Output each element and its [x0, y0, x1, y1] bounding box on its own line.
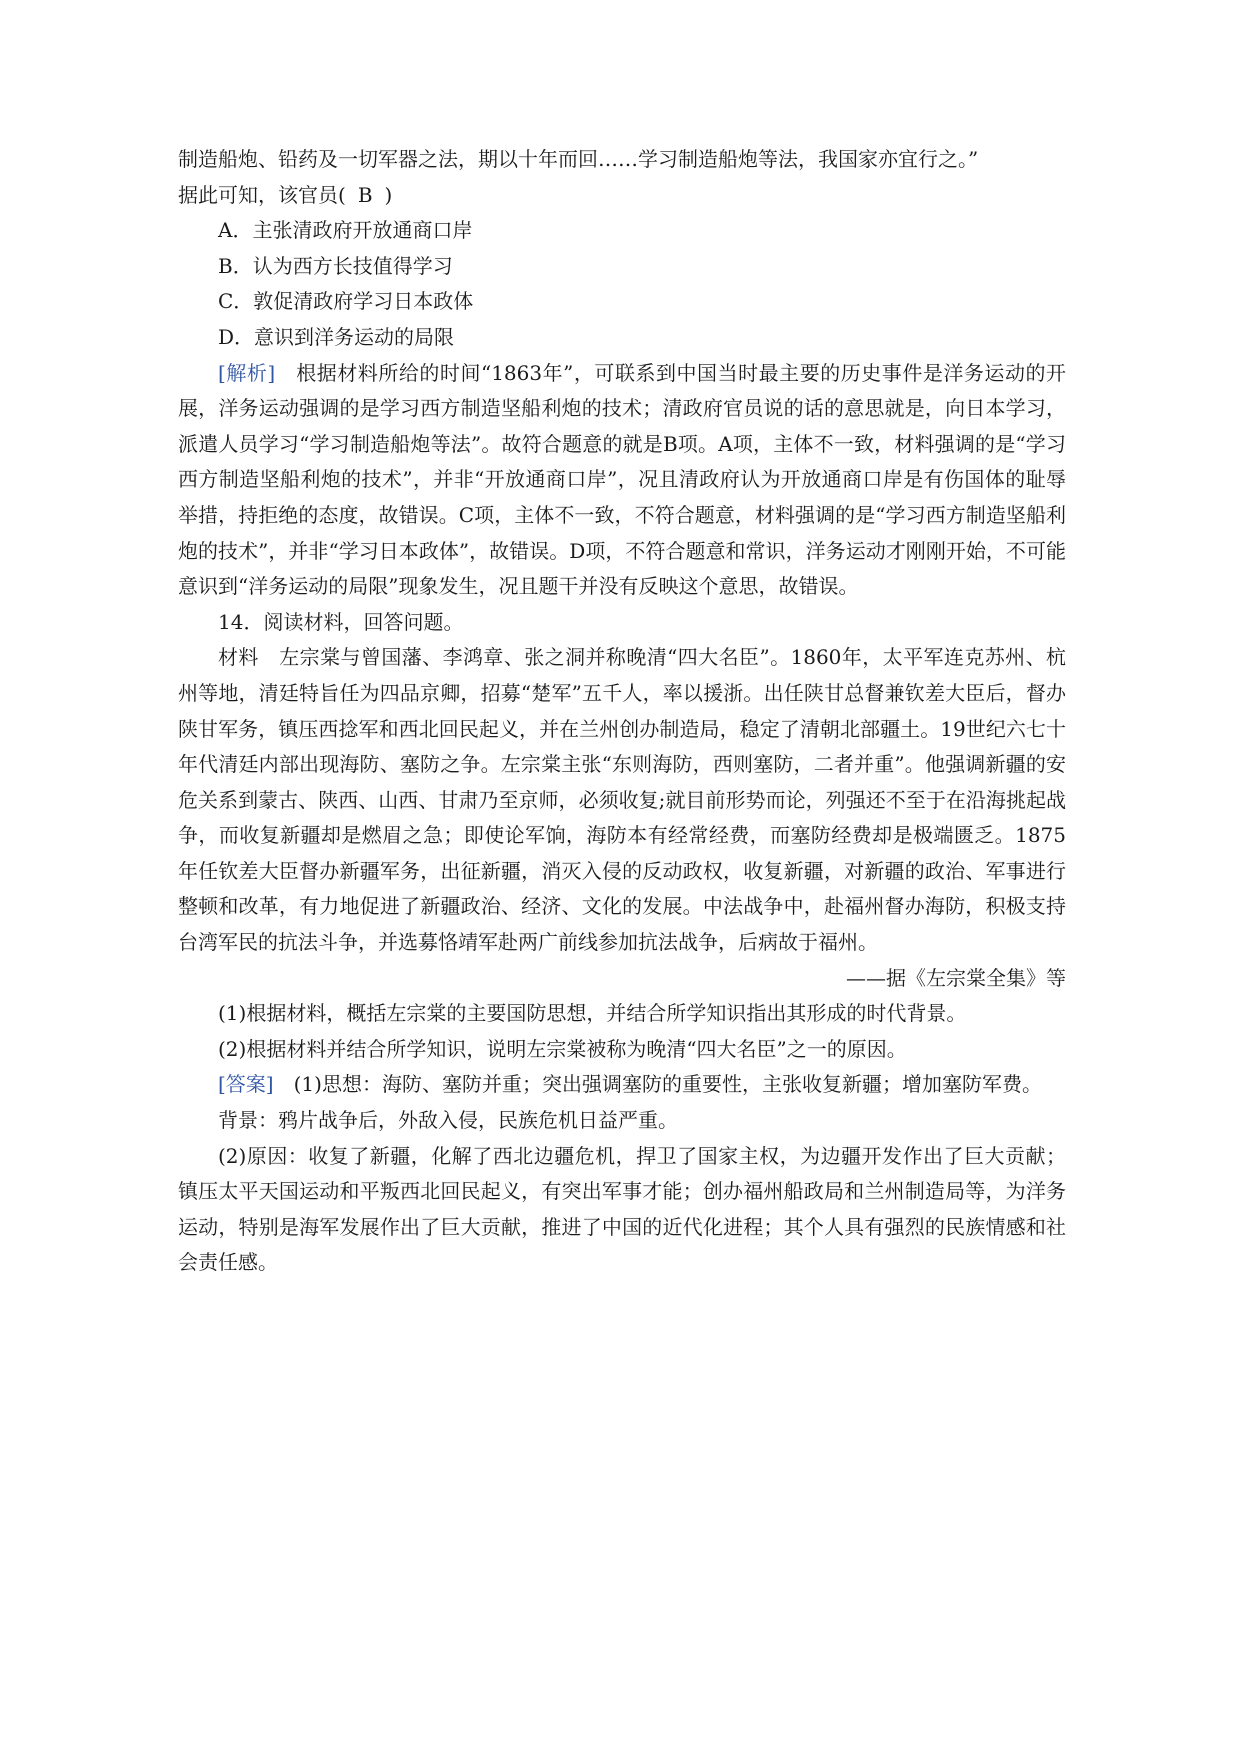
- analysis-tag: [解析]: [218, 360, 276, 385]
- q13-option-b: B．认为西方长技值得学习: [218, 253, 453, 278]
- answer-1-text: (1)思想：海防、塞防并重；突出强调塞防的重要性，主张收复新疆；增加塞防军费。: [293, 1072, 1042, 1097]
- answer-tag: [答案]: [218, 1072, 274, 1097]
- q13-stem-prefix: 据此可知，该官员(: [178, 182, 346, 207]
- q14-question-2: (2)根据材料并结合所学知识，说明左宗棠被称为晚清“四大名臣”之一的原因。: [218, 1036, 907, 1061]
- q13-option-a: A．主张清政府开放通商口岸: [218, 218, 473, 243]
- q14-answer-background: 背景：鸦片战争后，外敌入侵，民族危机日益严重。: [218, 1108, 678, 1133]
- q13-option-d: D．意识到洋务运动的局限: [218, 324, 455, 349]
- q14-answer-2: (2)原因：收复了新疆，化解了西北边疆危机，捍卫了国家主权，为边疆开发作出了巨大贡献；镇压太平天国运动和平叛西北回民起义，有突出军事才能；创办福州船政局和兰州制造局等，为洋务运动，特别是海军发展作出了巨大贡献，推进了中国的近代化进程；其个人具有强烈的民族情感和社会责任感。: [178, 1143, 1066, 1275]
- q13-option-c: C．敦促清政府学习日本政体: [218, 289, 474, 314]
- document-page: [178, 142, 1066, 1281]
- q14-source: ——据《左宗棠全集》等: [846, 965, 1066, 990]
- q14-question-1: (1)根据材料，概括左宗棠的主要国防思想，并结合所学知识指出其形成的时代背景。: [218, 1001, 967, 1026]
- q13-stem-line2: [178, 178, 1066, 214]
- q13-answer-letter: B: [357, 182, 373, 207]
- analysis-text: 根据材料所给的时间“1863年”，可联系到中国当时最主要的历史事件是洋务运动的开展，洋务运动强调的是学习西方制造坚船利炮的技术；清政府官员说的话的意思就是，向日本学习，派遣人员学习“学习制造船炮等法”。故符合题意的就是B项。A项，主体不一致，材料强调的是“学习西方制造坚船利炮的技术”，并非“开放通商口岸”，况且清政府认为开放通商口岸是有伤国体的耻辱举措，持拒绝的态度，故错误。C项，主体不一致，不符合题意，材料强调的是“学习西方制造坚船利炮的技术”，并非“学习日本政体”，故错误。D项，不符合题意和常识，洋务运动才刚刚开始，不可能意识到“洋务运动的局限”现象发生，况且题干并没有反映这个意思，故错误。: [178, 360, 1066, 599]
- q13-stem-line1: 制造船炮、铅药及一切军器之法，期以十年而回……学习制造船炮等法，我国家亦宜行之。”: [178, 147, 979, 171]
- q14-answer-1: [178, 1067, 1066, 1103]
- q13-stem-suffix: ): [384, 182, 393, 207]
- q13-analysis: [178, 356, 1066, 605]
- q14-material: 材料 左宗棠与曾国藩、李鸿章、张之洞并称晚清“四大名臣”。1860年，太平军连克苏州、杭州等地，清廷特旨任为四品京卿，招募“楚军”五千人，率以援浙。出任陕甘总督兼钦差大臣后，督办陕甘军务，镇压西捻军和西北回民起义，并在兰州创办制造局，稳定了清朝北部疆土。19世纪六七十年代清廷内部出现海防、塞防之争。左宗棠主张“东则海防，西则塞防，二者并重”。他强调新疆的安危关系到蒙古、陕西、山西、甘肃乃至京师，必须收复;就目前形势而论，列强还不至于在沿海挑起战争，而收复新疆却是燃眉之急；即使论军饷，海防本有经常经费，而塞防经费却是极端匮乏。1875年任钦差大臣督办新疆军务，出征新疆，消灭入侵的反动政权，收复新疆，对新疆的政治、军事进行整顿和改革，有力地促进了新疆政治、经济、文化的发展。中法战争中，赴福州督办海防，积极支持台湾军民的抗法斗争，并选募恪靖军赴两广前线参加抗法战争，后病故于福州。: [178, 645, 1066, 955]
- q14-heading: 14．阅读材料，回答问题。: [218, 609, 464, 634]
